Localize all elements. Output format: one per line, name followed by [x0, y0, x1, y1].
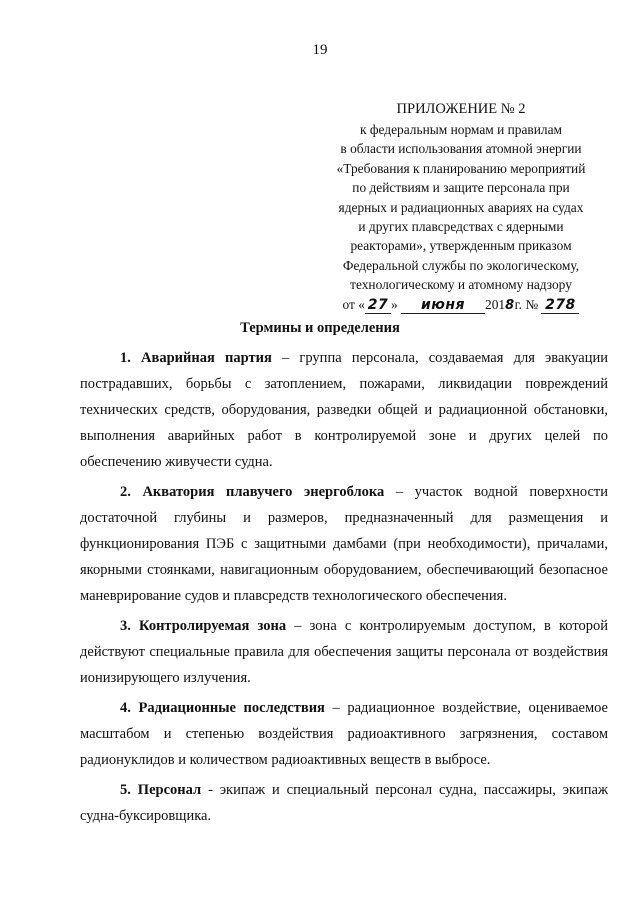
appendix-line: Федеральной службы по экологическому,	[342, 257, 580, 273]
section-title: Термины и определения	[240, 320, 400, 336]
term-paragraph	[80, 613, 608, 691]
term-paragraph	[80, 695, 608, 773]
term-name: 5. Персонал	[120, 782, 202, 798]
handwritten-year-digit: 8	[505, 297, 515, 313]
order-date-line	[296, 295, 626, 314]
term-definition: – зона с контролируемым доступом, в которой действуют специальные правила для обеспечения защиты персонала от воздействия ионизирующего излучения.	[80, 618, 609, 686]
appendix-line: ядерных и радиационных авариях на судах	[338, 199, 584, 215]
appendix-line: по действиям и защите персонала при	[352, 180, 570, 196]
term-definition: – радиационное воздействие, оцениваемое масштабом и степенью воздействия радиоактивного загрязнения, составом радионуклидов и количеством радиоактивных веществ в выбросе.	[80, 700, 608, 768]
term-name: 3. Контролируемая зона	[120, 618, 287, 634]
appendix-line: к федеральным нормам и правилам	[360, 122, 562, 137]
appendix-line: технологическому и атомному надзору	[350, 277, 572, 293]
date-prefix: от «	[342, 296, 365, 312]
year-suffix: г. №	[514, 296, 542, 312]
handwritten-month: июня	[401, 298, 485, 314]
terms-list	[80, 345, 608, 833]
handwritten-day: 27	[365, 298, 391, 314]
term-definition: – группа персонала, создаваемая для эвакуации пострадавших, борьбы с затоплением, пожарами, ликвидации повреждений технических средств, оборудования, разведки общей и радиационной обстановки, выполнения аварийных работ в контролируемой зоне и других целей по обеспечению живучести судна.	[80, 350, 608, 470]
appendix-title: ПРИЛОЖЕНИЕ № 2	[396, 101, 526, 117]
appendix-line: реакторами», утвержденным приказом	[350, 238, 572, 254]
page-number: 19	[312, 42, 328, 58]
term-definition: – участок водной поверхности достаточной глубины и размеров, предназначенный для размещения и функционирования ПЭБ с защитными дамбами (при необходимости), причалами, якорными стоянками, навигационным оборудованием, обеспечивающий безопасное маневрирование судов и плавсредств технологического обеспечения.	[80, 484, 608, 604]
appendix-line: «Требования к планированию мероприятий	[336, 160, 586, 176]
term-paragraph	[80, 345, 608, 475]
date-mid: »	[390, 296, 401, 312]
term-paragraph	[80, 777, 608, 829]
term-name: 4. Радиационные последствия	[120, 700, 325, 716]
appendix-header	[296, 98, 626, 314]
term-paragraph	[80, 479, 608, 609]
term-name: 2. Акватория плавучего энергоблока	[120, 484, 385, 500]
year-prefix: 201	[485, 296, 506, 312]
handwritten-order-number: 278	[541, 298, 579, 314]
term-definition: - экипаж и специальный персонал судна, пассажиры, экипаж судна-буксировщика.	[80, 782, 608, 824]
appendix-line: в области использования атомной энергии	[340, 141, 582, 157]
appendix-line: и других плавсредствах с ядерными	[358, 219, 564, 235]
term-name: 1. Аварийная партия	[120, 350, 272, 366]
